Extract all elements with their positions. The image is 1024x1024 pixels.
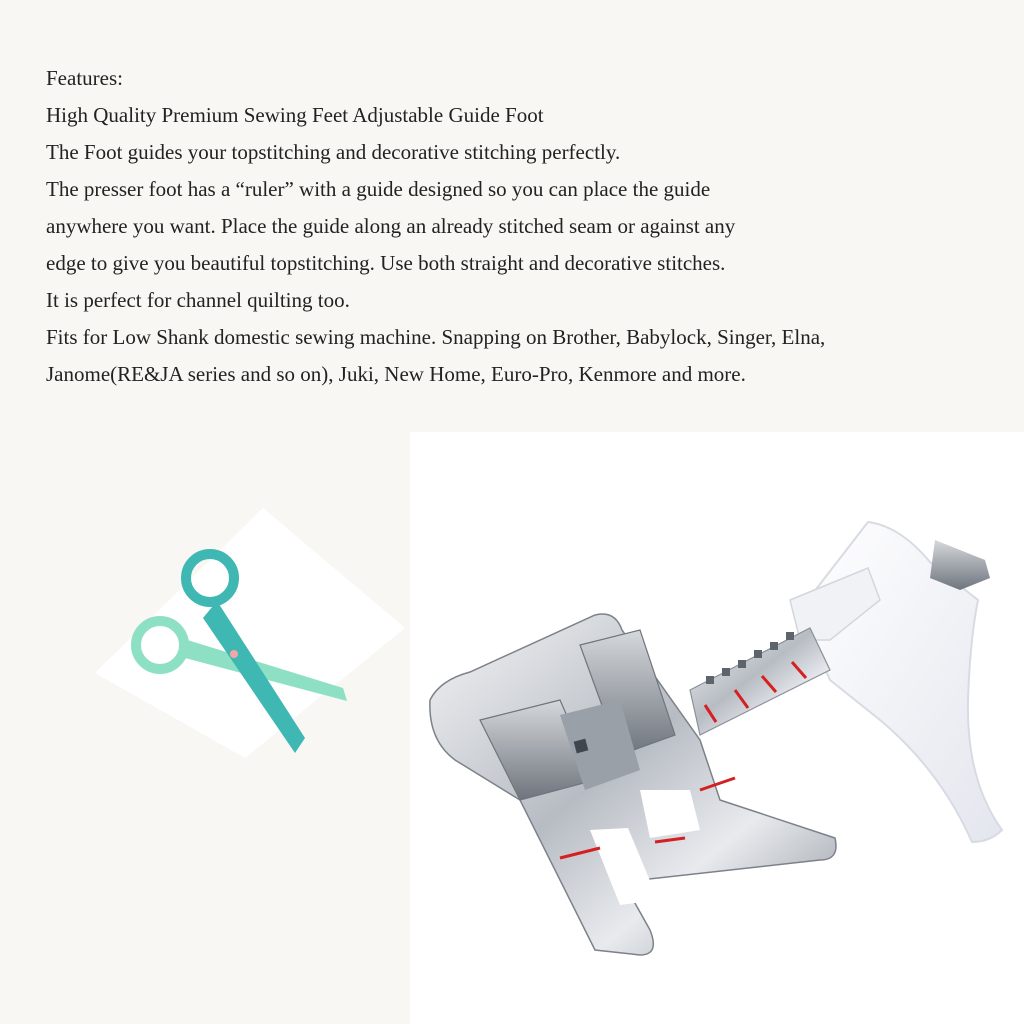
description-line: Janome(RE&JA series and so on), Juki, New Home, Euro-Pro, Kenmore and more. bbox=[46, 362, 746, 386]
features-heading: Features: bbox=[46, 66, 123, 90]
description-line: It is perfect for channel quilting too. bbox=[46, 288, 350, 312]
description-line: Fits for Low Shank domestic sewing machine. Snapping on Brother, Babylock, Singer, Elna, bbox=[46, 325, 826, 349]
description-line: The presser foot has a “ruler” with a guide designed so you can place the guide bbox=[46, 177, 711, 201]
description-line: The Foot guides your topstitching and decorative stitching perfectly. bbox=[46, 140, 621, 164]
toe-gap-center bbox=[640, 790, 700, 838]
description-line: anywhere you want. Place the guide along an already stitched seam or against any bbox=[46, 214, 736, 238]
description-line: edge to give you beautiful topstitching. Use both straight and decorative stitches. bbox=[46, 251, 726, 275]
description-line: High Quality Premium Sewing Feet Adjustable Guide Foot bbox=[46, 103, 544, 127]
